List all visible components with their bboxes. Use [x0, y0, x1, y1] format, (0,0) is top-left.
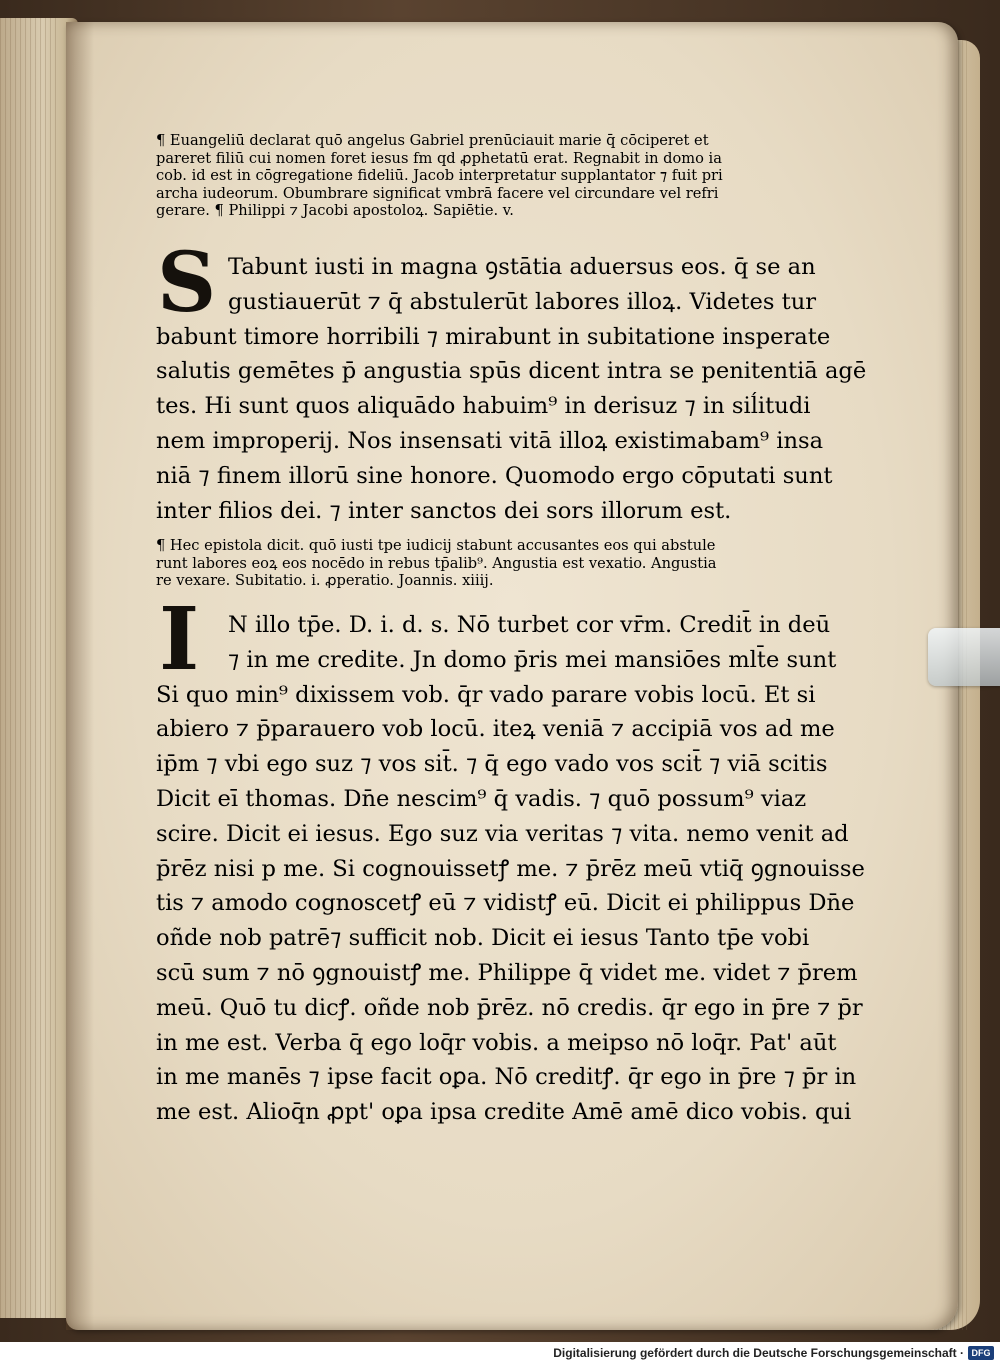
dfg-logo: DFG: [968, 1346, 994, 1360]
initial-s: S: [157, 235, 217, 331]
text-line: N illo tp̄e. D. i. d. s. Nō turbet cor vr̄m. Credit̄ in deū: [228, 612, 831, 638]
page-gutter-shadow: [66, 22, 94, 1330]
text-line: p̄rēz nisi p me. Si cognouissetꝭ me. ⁊ p̄rēz meū vtiq̄ ꝯgnouisse: [156, 855, 865, 882]
text-line: salutis gemētes p̄ angustia spūs dicent intra se penitentiā agē: [156, 358, 867, 385]
footer-bar: [0, 1342, 1000, 1364]
text-line: runt labores eoꝝ eos nocēdo in rebus tp̄alib⁹. Angustia est vexatio. Angustia: [156, 554, 717, 572]
text-line: inter filios dei. ⁊ inter sanctos dei sors illorum est.: [156, 497, 732, 524]
text-line: pareret filiū cui nomen foret iesus fm qd ꝓphetatū erat. Regnabit in domo ia: [156, 149, 722, 167]
text-line: gerare. ¶ Philippi ⁊ Jacobi apostoloꝝ. Sapiētie. v.: [156, 202, 514, 220]
text-line: ¶ Hec epistola dicit. quō iusti tpe iudicij stabunt accusantes eos qui abstule: [156, 537, 716, 554]
text-line: tes. Hi sunt quos aliquādo habuim⁹ in derisuz ⁊ in siĺitudi: [156, 393, 811, 420]
text-line: in me est. Verba q̄ ego loq̄r vobis. a meipso nō loq̄r. Pat' aūt: [156, 1029, 837, 1056]
text-line: meū. Quō tu dicꝭ. oñde nob p̄rēz. nō credis. q̄r ego in p̄re ⁊ p̄r: [156, 994, 863, 1021]
text-line: ip̄m ⁊ vbi ego suz ⁊ vos sit̄. ⁊ q̄ ego vado vos scit̄ ⁊ viā scitis: [156, 751, 828, 778]
epistle-commentary: [156, 537, 792, 590]
bookmark-clip: [928, 628, 1000, 686]
text-line: ⁊ in me credite. Jn domo p̄ris mei mansiōes mlt̄e sunt: [228, 646, 837, 673]
text-line: gustiauerūt ⁊ q̄ abstulerūt labores illoꝝ. Videtes tur: [228, 288, 817, 315]
funding-credit: Digitalisierung gefördert durch die Deutsche Forschungsgemeinschaft ·: [553, 1346, 964, 1360]
text-line: abiero ⁊ p̄parauero vob locū. iteꝝ veniā ⁊ accipiā vos ad me: [156, 716, 835, 743]
text-line: scire. Dicit ei iesus. Ego suz via veritas ⁊ vita. nemo venit ad: [156, 820, 849, 847]
text-line: tis ⁊ amodo cognoscetꝭ eū ⁊ vidistꝭ eū. Dicit ei philippus Dn̄e: [156, 890, 855, 917]
text-line: in me manēs ⁊ ipse facit oꝑa. Nō creditꝭ. q̄r ego in p̄re ⁊ p̄r in: [156, 1064, 857, 1091]
text-line: scū sum ⁊ nō ꝯgnouistꝭ me. Philippe q̄ videt me. videt ⁊ p̄rem: [156, 959, 858, 986]
initial-i: I: [159, 589, 200, 690]
text-line: cob. id est in cōgregatione fideliū. Jacob interpretatur supplantator ⁊ fuit pri: [156, 167, 723, 185]
gospel-commentary: [156, 132, 792, 220]
text-line: niā ⁊ finem illorū sine honore. Quomodo ergo cōputati sunt: [156, 462, 833, 489]
text-line: ¶ Euangeliū declarat quō angelus Gabriel prenūciauit marie q̄ cōciperet et: [156, 132, 709, 149]
text-line: me est. Alioq̄n ꝓpt' oꝑa ipsa credite Amē amē dico vobis. qui: [156, 1099, 852, 1126]
text-line: re vexare. Subitatio. i. ꝓperatio. Joannis. xiiij.: [156, 572, 494, 590]
text-line: babunt timore horribili ⁊ mirabunt in subitatione insperate: [156, 323, 831, 350]
text-line: oñde nob patrē⁊ sufficit nob. Dicit ei iesus Tanto tp̄e vobi: [156, 925, 810, 952]
text-line: Dicit eī thomas. Dn̄e nescim⁹ q̄ vadis. ⁊ quō possum⁹ viaz: [156, 785, 807, 812]
text-line: Si quo min⁹ dixissem vob. q̄r vado parare vobis locū. Et si: [156, 681, 816, 708]
reading-joannes: [156, 608, 865, 1130]
reading-sapientia: [156, 235, 867, 528]
text-line: archa iudeorum. Obumbrare significat vmbrā facere vel circundare vel refri: [156, 184, 719, 202]
text-line: nem improperij. Nos insensati vitā illoꝝ existimabam⁹ insa: [156, 427, 824, 454]
text-line: Tabunt iusti in magna ꝯstātia aduersus eos. q̄ se an: [228, 254, 816, 280]
